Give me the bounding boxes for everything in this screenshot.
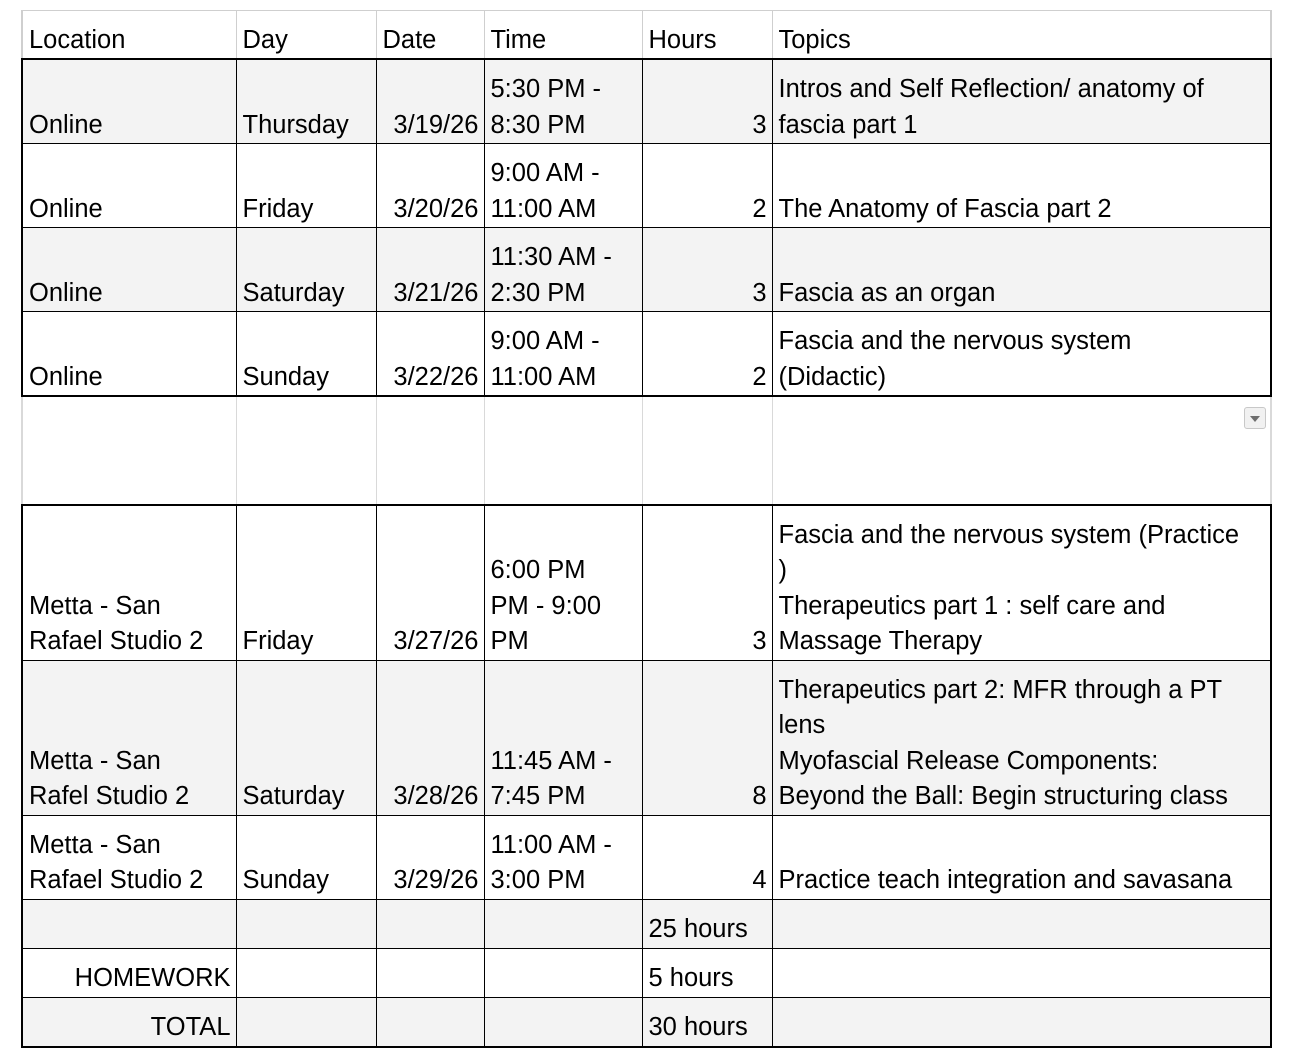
cell-day[interactable]: Saturday [236,660,376,815]
cell-topics[interactable]: The Anatomy of Fascia part 2 [772,144,1271,228]
cell-hours[interactable]: 2 [642,144,772,228]
table-row [22,312,1271,397]
empty-cell[interactable] [376,948,484,997]
cell-date[interactable]: 3/27/26 [376,505,484,661]
cell-hours[interactable]: 3 [642,505,772,661]
cell-time[interactable]: 11:30 AM - 2:30 PM [484,228,642,312]
cell-hours[interactable]: 8 [642,660,772,815]
cell-time[interactable]: 5:30 PM - 8:30 PM [484,59,642,144]
empty-cell[interactable] [236,997,376,1047]
cell-date[interactable]: 3/28/26 [376,660,484,815]
cell-topics[interactable]: Intros and Self Reflection/ anatomy of fascia part 1 [772,59,1271,144]
table-row [22,228,1271,312]
cell-topics[interactable]: Fascia and the nervous system (Didactic) [772,312,1271,397]
cell-date[interactable]: 3/21/26 [376,228,484,312]
homework-hours[interactable]: 5 hours [642,948,772,997]
cell-day[interactable]: Friday [236,144,376,228]
total-row [22,997,1271,1047]
total-label[interactable]: TOTAL [22,997,236,1047]
table-row [22,144,1271,228]
empty-cell[interactable] [484,997,642,1047]
cell-location[interactable]: Online [22,59,236,144]
header-time[interactable]: Time [484,11,642,60]
empty-cell[interactable] [236,948,376,997]
cell-location[interactable]: Online [22,144,236,228]
cell-date[interactable]: 3/22/26 [376,312,484,397]
header-date[interactable]: Date [376,11,484,60]
cell-day[interactable]: Friday [236,505,376,661]
cell-hours[interactable]: 3 [642,59,772,144]
header-day[interactable]: Day [236,11,376,60]
table-row [22,815,1271,899]
homework-row [22,948,1271,997]
empty-cell[interactable] [236,396,376,505]
empty-cell[interactable] [236,899,376,948]
cell-time[interactable]: 11:45 AM - 7:45 PM [484,660,642,815]
empty-cell[interactable] [772,396,1271,505]
empty-cell[interactable] [484,396,642,505]
empty-cell[interactable] [376,396,484,505]
empty-cell[interactable] [642,396,772,505]
cell-hours[interactable]: 2 [642,312,772,397]
cell-date[interactable]: 3/19/26 [376,59,484,144]
table-row [22,59,1271,144]
cell-day[interactable]: Saturday [236,228,376,312]
empty-cell[interactable] [772,948,1271,997]
homework-label[interactable]: HOMEWORK [22,948,236,997]
empty-cell[interactable] [376,899,484,948]
chevron-down-icon[interactable] [1244,407,1266,429]
cell-time[interactable]: 9:00 AM - 11:00 AM [484,144,642,228]
subtotal-row [22,899,1271,948]
empty-cell[interactable] [22,899,236,948]
cell-time[interactable]: 11:00 AM - 3:00 PM [484,815,642,899]
cell-time[interactable]: 9:00 AM - 11:00 AM [484,312,642,397]
header-topics[interactable]: Topics [772,11,1271,60]
empty-cell[interactable] [484,948,642,997]
total-hours[interactable]: 30 hours [642,997,772,1047]
cell-location[interactable]: Metta - San Rafel Studio 2 [22,660,236,815]
subtotal-hours[interactable]: 25 hours [642,899,772,948]
empty-cell[interactable] [376,997,484,1047]
cell-date[interactable]: 3/20/26 [376,144,484,228]
empty-cell[interactable] [772,899,1271,948]
cell-topics[interactable]: Practice teach integration and savasana [772,815,1271,899]
empty-cell[interactable] [22,396,236,505]
cell-topics[interactable]: Fascia as an organ [772,228,1271,312]
cell-day[interactable]: Sunday [236,815,376,899]
cell-location[interactable]: Online [22,228,236,312]
cell-location[interactable]: Metta - San Rafael Studio 2 [22,815,236,899]
table-row [22,505,1271,661]
header-location[interactable]: Location [22,11,236,60]
header-hours[interactable]: Hours [642,11,772,60]
empty-row [22,396,1271,505]
schedule-table [21,10,1272,1048]
cell-day[interactable]: Sunday [236,312,376,397]
cell-day[interactable]: Thursday [236,59,376,144]
cell-location[interactable]: Metta - San Rafael Studio 2 [22,505,236,661]
header-row [22,11,1271,60]
cell-time[interactable]: 6:00 PM PM - 9:00 PM [484,505,642,661]
cell-hours[interactable]: 3 [642,228,772,312]
cell-date[interactable]: 3/29/26 [376,815,484,899]
empty-cell[interactable] [484,899,642,948]
cell-location[interactable]: Online [22,312,236,397]
cell-topics[interactable]: Therapeutics part 2: MFR through a PT lens Myofascial Release Components: Beyond the Ball: Begin structuring class [772,660,1271,815]
cell-hours[interactable]: 4 [642,815,772,899]
cell-topics[interactable]: Fascia and the nervous system (Practice ) Therapeutics part 1 : self care and Massage Therapy [772,505,1271,661]
table-row [22,660,1271,815]
empty-cell[interactable] [772,997,1271,1047]
